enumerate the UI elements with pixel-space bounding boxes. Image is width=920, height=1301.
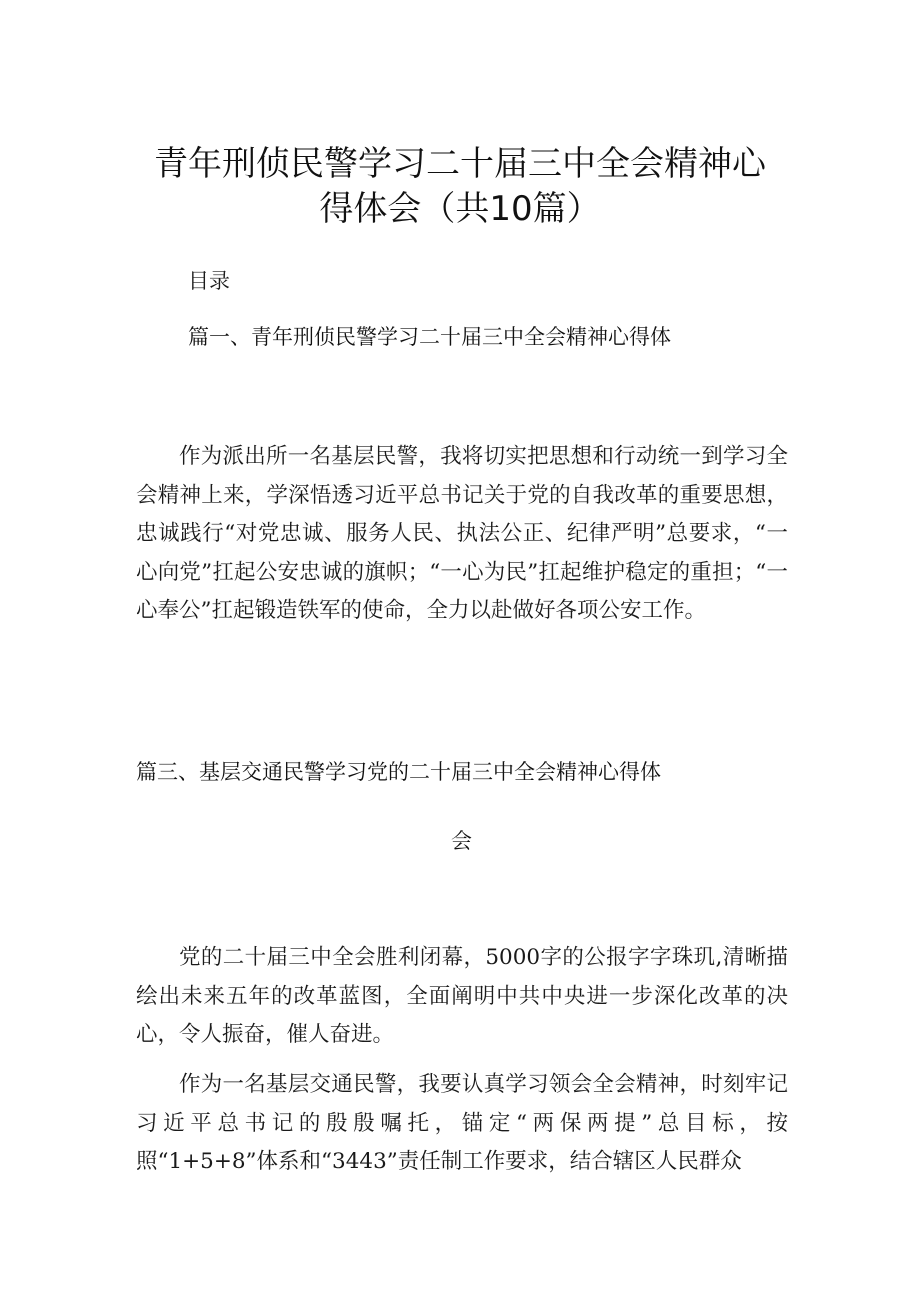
- paragraph-1: 作为派出所一名基层民警，我将切实把思想和行动统一到学习全会精神上来，学深悟透习近平总书记关于党的自我改革的重要思想，忠诚践行“对党忠诚、服务人民、执法公正、纪律严明”总要求，“一心向党”扛起公安忠诚的旗帜；“一心为民”扛起维护稳定的重担；“一心奉公”扛起锻造铁军的使命，全力以赴做好各项公安工作。: [136, 444, 788, 623]
- paragraph-3: 作为一名基层交通民警，我要认真学习领会全会精神，时刻牢记习近平总书记的殷殷嘱托，锚定“两保两提”总目标，按照“1+5+8”体系和“3443”责任制工作要求，结合辖区人民群众: [136, 1072, 788, 1174]
- table-of-contents-label: 目录: [188, 269, 230, 293]
- document-title-line-2: 得体会（共10篇）: [319, 189, 601, 229]
- section-3-heading-line-2: 会: [451, 829, 472, 853]
- section-3-heading-line-1: 篇三、基层交通民警学习党的二十届三中全会精神心得体: [136, 760, 661, 784]
- toc-item-1: 篇一、青年刑侦民警学习二十届三中全会精神心得体: [188, 325, 671, 349]
- paragraph-2: 党的二十届三中全会胜利闭幕，5000字的公报字字珠玑,清晰描绘出未来五年的改革蓝图，全面阐明中共中央进一步深化改革的决心，令人振奋，催人奋进。: [136, 945, 788, 1047]
- document-title-line-1: 青年刑侦民警学习二十届三中全会精神心: [154, 144, 766, 184]
